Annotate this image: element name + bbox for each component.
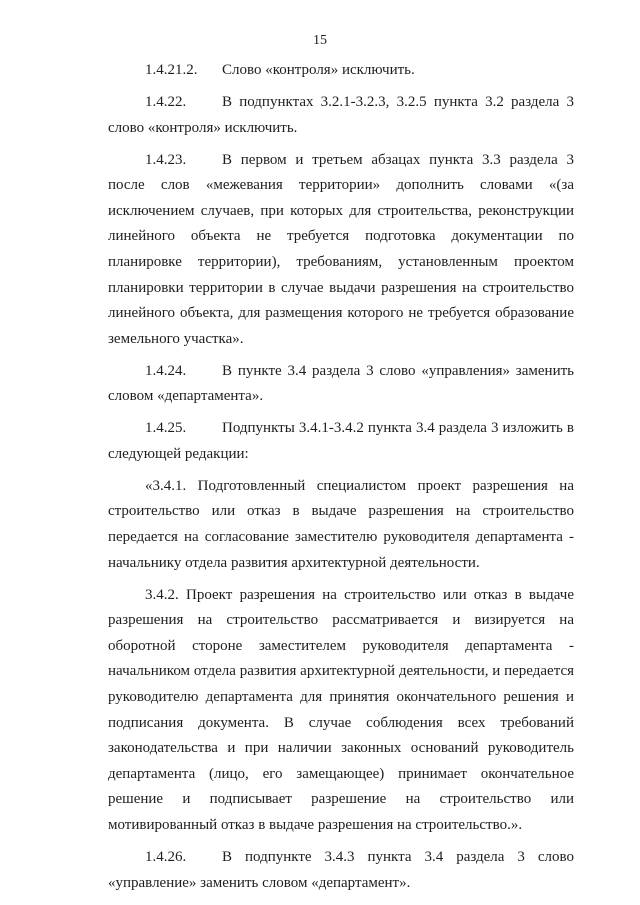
paragraph-1-4-21-2 xyxy=(108,58,574,84)
quoted-paragraph-3-4-2: 3.4.2. Проект разрешения на строительство или отказ в выдаче разрешения на строительство рассматривается и визируется на оборотной стороне заместителем руководителя департамента - начальником отдела развития архитектурной деятельности, и передается руководителю департамента для принятия окончательного решения и подписания документа. В случае соблюдения всех требований законодательства и при наличии законных оснований руководитель департамента (лицо, его замещающее) принимает окончательное решение и подписывает разрешение на строительство или мотивированный отказ в выдаче разрешения на строительство.». xyxy=(108,586,574,833)
quoted-paragraph-3-4-1: «3.4.1. Подготовленный специалистом проект разрешения на строительство или отказ в выдаче разрешения на строительство передается на согласование заместителю руководителя департамента - начальнику отдела развития архитектурной деятельности. xyxy=(108,477,574,571)
page-number: 15 xyxy=(313,33,327,48)
paragraph-1-4-22 xyxy=(108,90,574,141)
paragraph-1-4-25 xyxy=(108,416,574,467)
paragraph-1-4-24 xyxy=(108,359,574,410)
quoted-amendment xyxy=(108,474,574,839)
item-text: Подпункты 3.4.1-3.4.2 пункта 3.4 раздела 3 изложить в следующей редакции: xyxy=(108,420,574,462)
item-text: Слово «контроля» исключить. xyxy=(222,62,415,78)
item-text: В подпункте 3.4.3 пункта 3.4 раздела 3 слово «управление» заменить словом «департамент». xyxy=(108,848,574,891)
item-text: В первом и третьем абзацах пункта 3.3 раздела 3 после слов «межевания территории» дополнить словами «(за исключением случаев, при которых для строительства, реконструкции линейного объекта не требуется подготовка документации по планировке территории), требованиям, установленным проектом планировки территории в случае выдачи разрешения на строительство линейного объекта, для размещения которого не требуется образование земельного участка». xyxy=(108,151,574,347)
item-number: 1.4.25. xyxy=(145,420,187,437)
paragraph-1-4-23 xyxy=(108,148,574,353)
item-number: 1.4.23. xyxy=(145,151,187,168)
item-text: В подпунктах 3.2.1-3.2.3, 3.2.5 пункта 3.2 раздела 3 слово «контроля» исключить. xyxy=(108,93,574,136)
item-number: 1.4.26. xyxy=(145,848,187,865)
item-number: 1.4.21.2. xyxy=(145,62,198,78)
document-body xyxy=(108,58,574,903)
item-number: 1.4.22. xyxy=(145,93,187,110)
item-text: В пункте 3.4 раздела 3 слово «управления» заменить словом «департамента». xyxy=(108,362,574,405)
paragraph-1-4-26 xyxy=(108,845,574,896)
item-number: 1.4.24. xyxy=(145,362,187,379)
